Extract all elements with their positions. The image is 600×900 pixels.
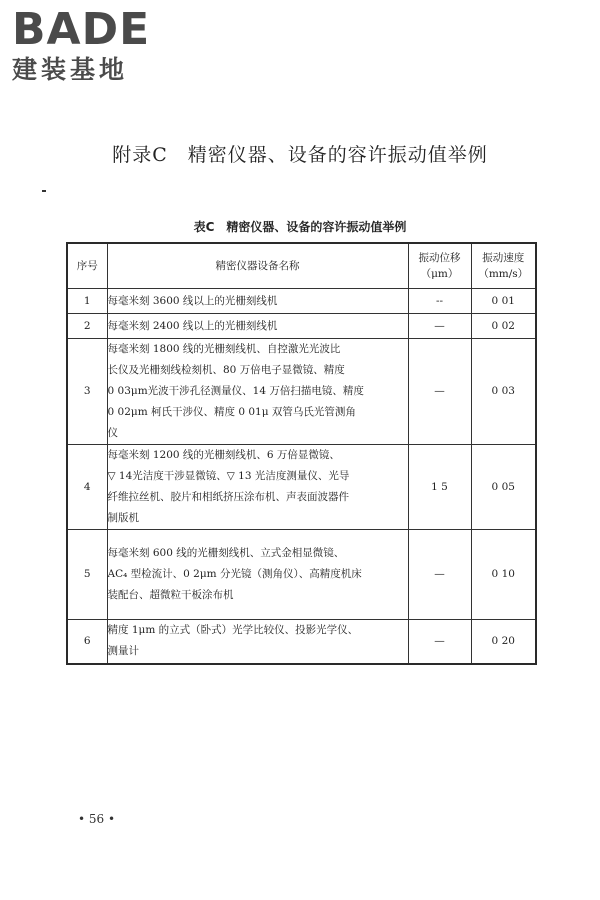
row-name-line: 精度 1μm 的立式（卧式）光学比较仪、投影光学仪、 — [107, 624, 359, 637]
row-name-line: 每毫米刻 1800 线的光栅刻线机、自控激光光波比 — [107, 343, 341, 355]
header-disp-unit: （μm） — [420, 268, 459, 280]
row-name-line: 每毫米刻 600 线的光栅刻线机、立式金相显微镜、 — [107, 547, 345, 559]
row-seq: 3 — [67, 339, 107, 445]
row-name-line: 仪 — [107, 427, 118, 439]
table-row — [67, 289, 536, 314]
logo-subtitle: 建装基地 — [12, 55, 129, 84]
row-name-line: ▽ 14光洁度干涉显微镜、▽ 13 光洁度测量仪、光导 — [107, 470, 350, 482]
row-name-line: 每毫米刻 1200 线的光栅刻线机、6 万倍显微镜、 — [107, 449, 340, 461]
row-displacement: — — [408, 620, 471, 664]
table-row — [67, 314, 536, 339]
logo-brand: BADE — [12, 4, 151, 55]
row-seq: 2 — [67, 314, 107, 339]
table-body — [67, 289, 536, 664]
table-header-row — [67, 243, 536, 289]
row-name-line: 装配台、超微粒干板涂布机 — [107, 589, 234, 601]
header-disp-label: 振动位移 — [418, 252, 461, 264]
header-vel-unit: （mm/s） — [478, 268, 529, 280]
row-name-line: AC₄ 型检流计、0 2μm 分光镜（测角仪）、高精度机床 — [107, 568, 362, 580]
header-vel-label: 振动速度 — [482, 252, 525, 264]
header-seq: 序号 — [67, 243, 107, 289]
row-displacement: — — [408, 314, 471, 339]
row-seq: 6 — [67, 620, 107, 664]
row-seq: 5 — [67, 530, 107, 620]
vibration-table — [66, 242, 537, 665]
row-name-line: 每毫米刻 2400 线以上的光栅刻线机 — [107, 319, 278, 332]
row-name — [107, 530, 408, 620]
row-name — [107, 339, 408, 445]
page-number: • 56 • — [78, 812, 116, 826]
row-name-line: 每毫米刻 3600 线以上的光栅刻线机 — [107, 294, 278, 307]
row-seq: 1 — [67, 289, 107, 314]
row-name-line: 长仪及光栅刻线检刻机、80 万倍电子显微镜、精度 — [107, 364, 345, 376]
stray-mark — [42, 190, 46, 192]
row-velocity: 0 01 — [471, 289, 536, 314]
header-name: 精密仪器设备名称 — [107, 243, 408, 289]
row-displacement: 1 5 — [408, 445, 471, 530]
table-row — [67, 339, 536, 445]
row-name — [107, 289, 408, 314]
row-velocity: 0 10 — [471, 530, 536, 620]
appendix-title: 附录C 精密仪器、设备的容许振动值举例 — [112, 144, 488, 166]
row-velocity: 0 03 — [471, 339, 536, 445]
row-name-line: 纤维拉丝机、胶片和相纸挤压涂布机、声表面波器件 — [107, 491, 349, 503]
table-row — [67, 620, 536, 664]
row-name-line: 0 02μm 柯氏干涉仪、精度 0 01μ 双管乌氏光管测角 — [107, 406, 356, 418]
row-displacement: — — [408, 339, 471, 445]
row-name-line: 测量计 — [107, 645, 139, 658]
row-name-line: 0 03μm光波干涉孔径测量仪、14 万倍扫描电镜、精度 — [107, 385, 364, 397]
row-displacement: -- — [408, 289, 471, 314]
table-row — [67, 530, 536, 620]
row-seq: 4 — [67, 445, 107, 530]
row-velocity: 0 20 — [471, 620, 536, 664]
row-name — [107, 620, 408, 664]
bade-logo — [12, 6, 182, 86]
row-displacement: — — [408, 530, 471, 620]
header-displacement — [408, 243, 471, 289]
row-name-line: 制版机 — [107, 512, 139, 524]
table-caption: 表C 精密仪器、设备的容许振动值举例 — [193, 220, 407, 234]
row-velocity: 0 05 — [471, 445, 536, 530]
table-row — [67, 445, 536, 530]
row-velocity: 0 02 — [471, 314, 536, 339]
header-velocity — [471, 243, 536, 289]
row-name — [107, 314, 408, 339]
row-name — [107, 445, 408, 530]
